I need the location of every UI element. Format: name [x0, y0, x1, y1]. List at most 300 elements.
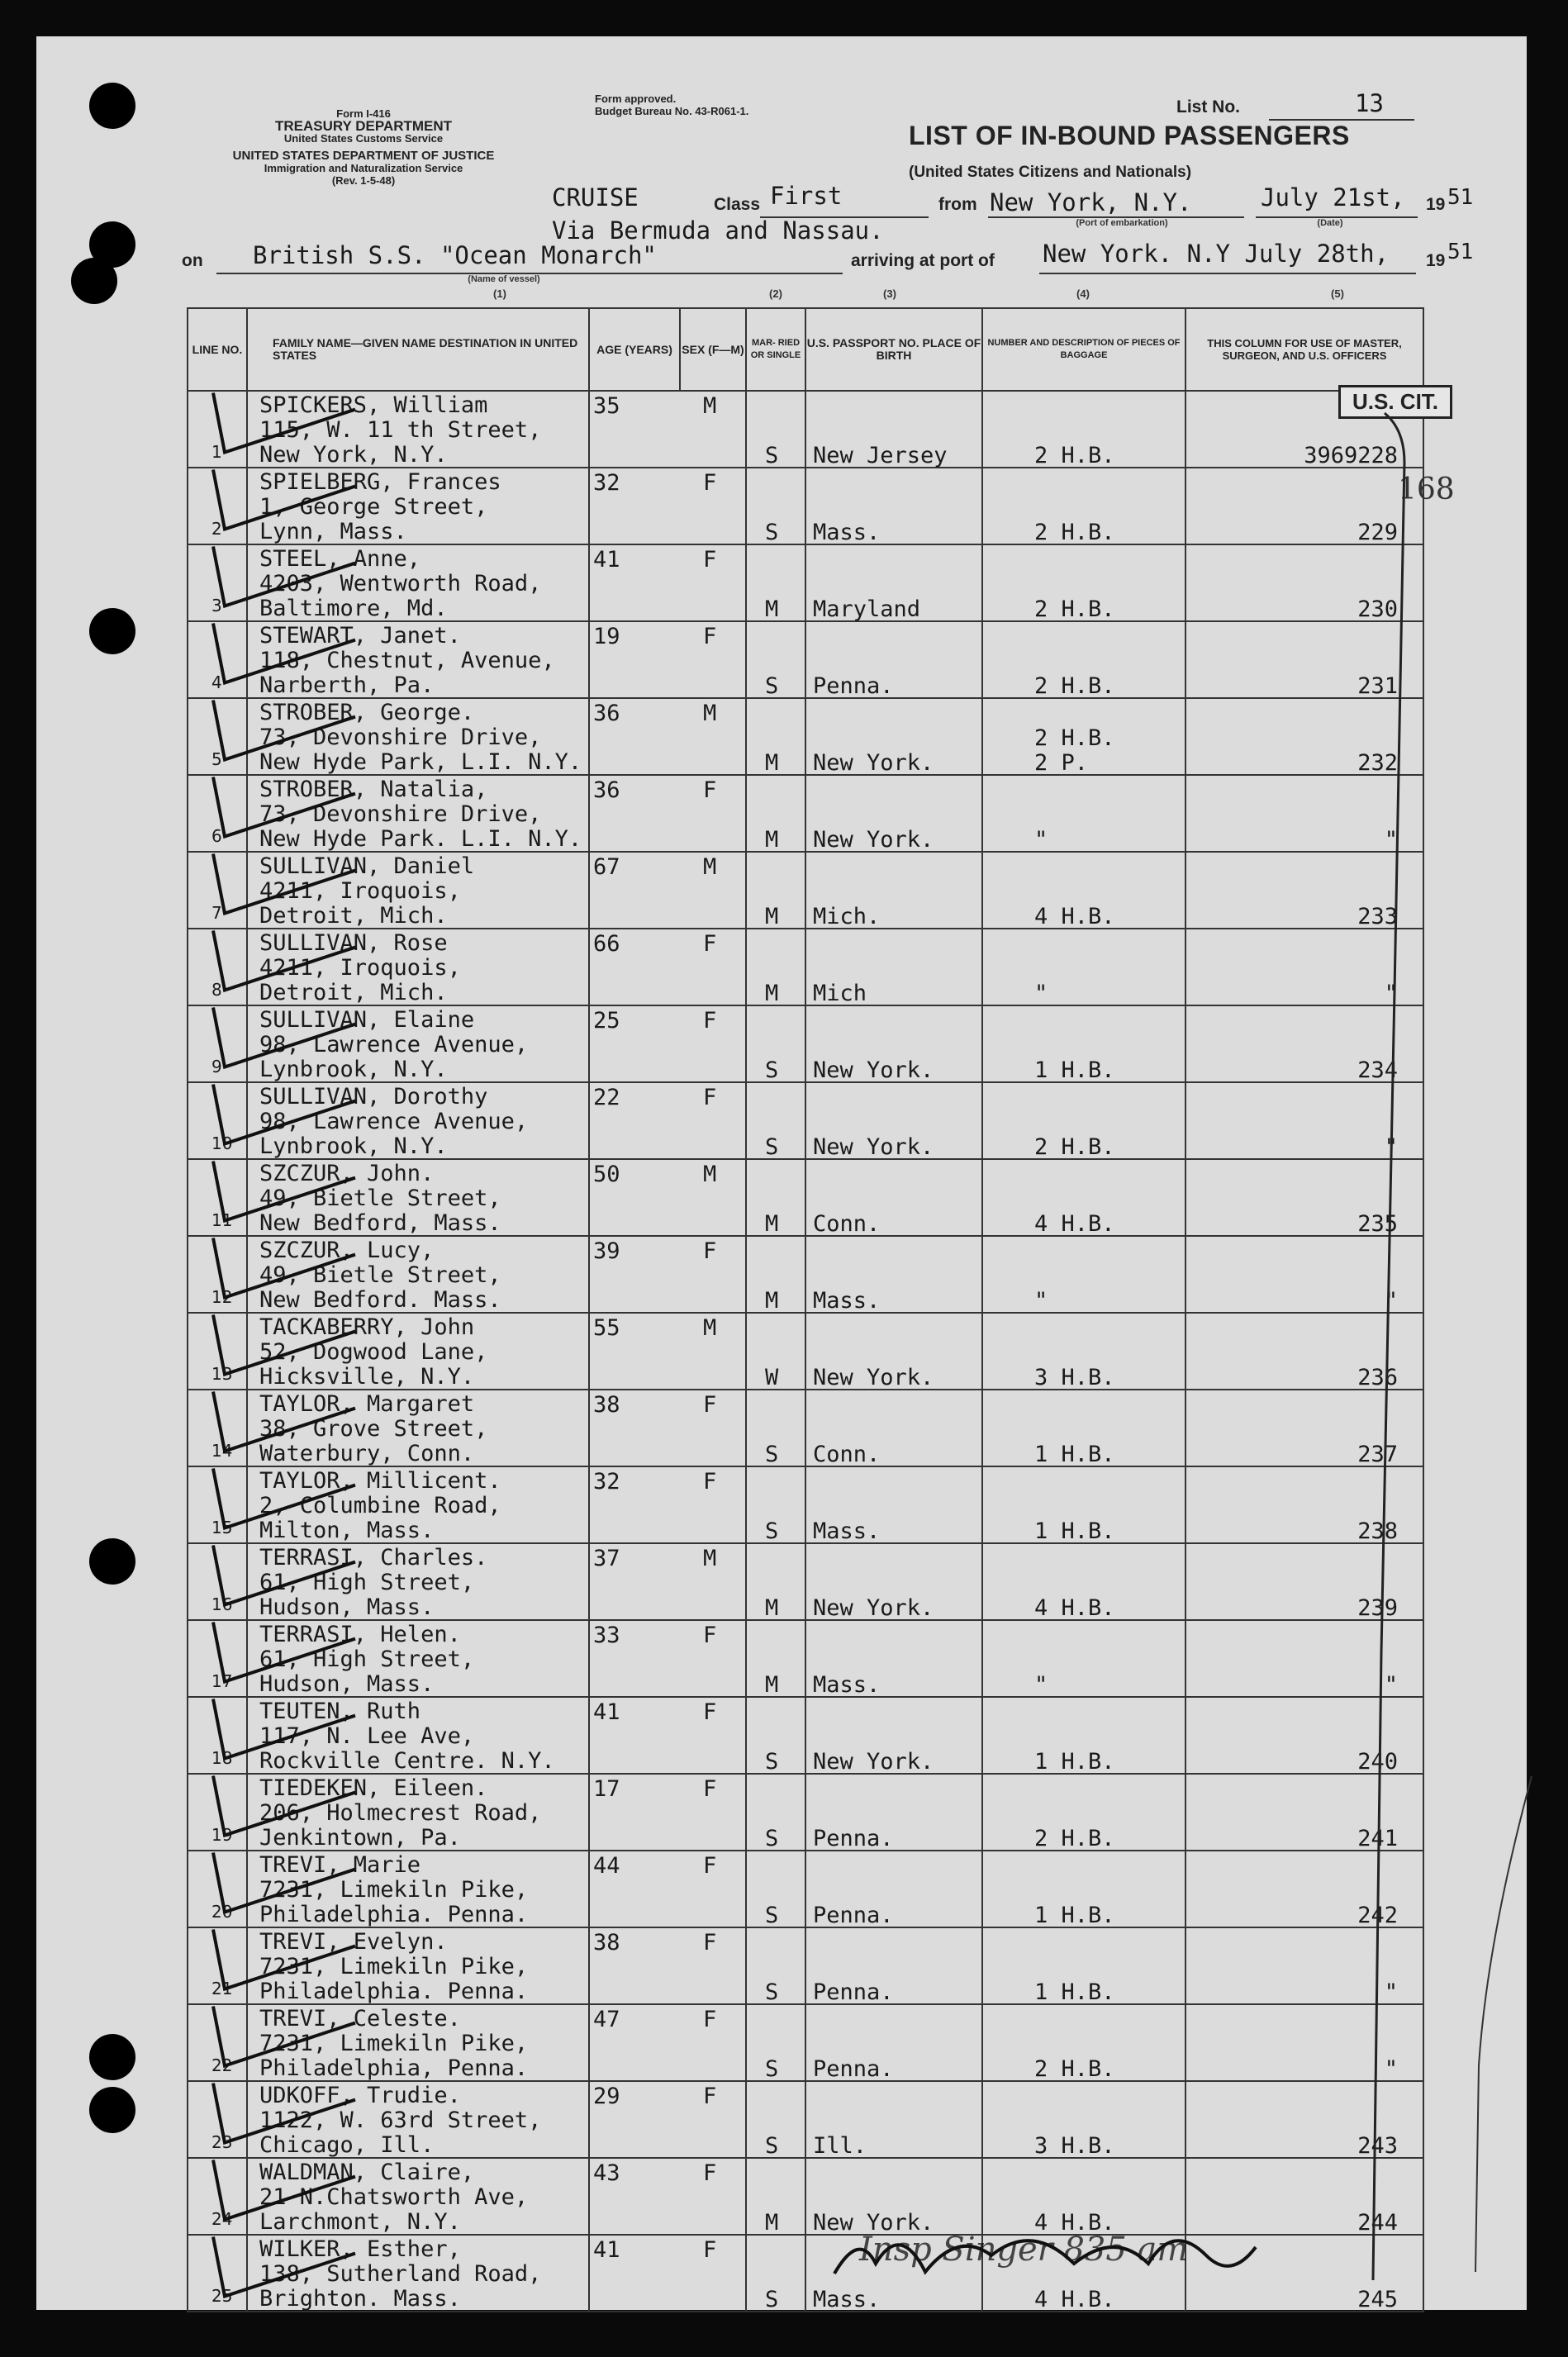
age-value: 66	[593, 931, 620, 957]
age-value: 17	[593, 1776, 620, 1802]
certificate-number: 233	[1357, 904, 1398, 929]
certificate-number: "	[1384, 981, 1398, 1006]
address-line-2: Philadelphia, Penna.	[259, 2055, 529, 2081]
birthplace: Mich	[813, 981, 867, 1006]
sex-value: M	[703, 1546, 717, 1571]
marital-status: M	[765, 1672, 779, 1698]
baggage-value: 2 H.B.	[1034, 443, 1115, 468]
marital-status: M	[765, 596, 779, 622]
certificate-number: "	[1384, 1288, 1398, 1314]
birthplace: Maryland	[813, 596, 921, 622]
address-line-1: 206, Holmecrest Road,	[259, 1800, 542, 1826]
line-number: 4	[211, 672, 222, 692]
marital-status: W	[765, 1365, 779, 1390]
marital-status: M	[765, 827, 779, 853]
col-num-5: (5)	[1331, 287, 1344, 300]
baggage-value: 1 H.B.	[1034, 1979, 1115, 2005]
address-line-1: 61, High Street,	[259, 1570, 475, 1595]
sex-value: F	[703, 547, 717, 573]
certificate-number: 231	[1357, 673, 1398, 699]
line-number: 15	[211, 1518, 233, 1537]
age-value: 38	[593, 1930, 620, 1955]
on-label: on	[182, 251, 203, 270]
age-value: 29	[593, 2084, 620, 2109]
marital-status: S	[765, 1749, 779, 1775]
birthplace: Penna.	[813, 673, 894, 699]
year1-suffix: 51	[1447, 185, 1474, 210]
baggage-value: "	[1034, 1288, 1048, 1314]
customs-service: United States Customs Service	[283, 132, 444, 145]
birthplace: Mass.	[813, 1672, 881, 1698]
sex-value: F	[703, 1469, 717, 1495]
certificate-number: 230	[1357, 596, 1398, 622]
port-caption: (Port of embarkation)	[1076, 218, 1168, 228]
birthplace: Mass.	[813, 1288, 881, 1314]
line-number: 1	[211, 442, 222, 462]
birthplace: Mass.	[813, 2287, 881, 2312]
address-line-2: Jenkintown, Pa.	[259, 1825, 461, 1851]
baggage-value: 2 H.B.	[1034, 596, 1115, 622]
marital-status: S	[765, 1442, 779, 1467]
signature-text: Insp Singer 835 am	[859, 2231, 1189, 2269]
passenger-name: TERRASI, Charles.	[259, 1545, 488, 1571]
baggage-value: 4 H.B.	[1034, 1595, 1115, 1621]
certificate-number: "	[1384, 827, 1398, 853]
marital-status: M	[765, 981, 779, 1006]
address-line-1: 4203, Wentworth Road,	[259, 571, 542, 596]
sex-value: F	[703, 1392, 717, 1418]
age-value: 67	[593, 854, 620, 880]
marital-status: S	[765, 2287, 779, 2312]
col-header-married: MAR- RIED OR SINGLE	[746, 308, 805, 391]
certificate-number: 232	[1357, 750, 1398, 776]
form-approved: Form approved.	[595, 93, 677, 105]
year2-prefix: 19	[1426, 251, 1446, 270]
passenger-name: STEEL, Anne,	[259, 546, 421, 572]
marital-status: S	[765, 1979, 779, 2005]
list-no-label: List No.	[1176, 97, 1240, 116]
passenger-name: TREVI, Evelyn.	[259, 1929, 448, 1955]
passenger-name: SZCZUR, John.	[259, 1161, 435, 1186]
line-number: 23	[211, 2132, 233, 2152]
line-number: 9	[211, 1057, 222, 1076]
passenger-name: TACKABERRY, John	[259, 1314, 475, 1340]
vessel-caption: (Name of vessel)	[468, 274, 540, 284]
birthplace: New York.	[813, 827, 934, 853]
certificate-number: "	[1384, 2056, 1398, 2082]
check-mark	[213, 547, 355, 606]
address-line-2: Hudson, Mass.	[259, 1594, 435, 1620]
address-line-1: 138, Sutherland Road,	[259, 2261, 542, 2287]
passenger-name: TAYLOR, Millicent.	[259, 1468, 501, 1494]
baggage-value: 1 H.B.	[1034, 1749, 1115, 1775]
margin-line	[1475, 1776, 1532, 2272]
address-line-2: Lynbrook, N.Y.	[259, 1057, 448, 1082]
baggage-value: 1 H.B.	[1034, 1903, 1115, 1928]
passenger-name: SZCZUR, Lucy,	[259, 1238, 435, 1263]
line-number: 18	[211, 1748, 233, 1768]
age-value: 55	[593, 1315, 620, 1341]
address-line-2: Narberth, Pa.	[259, 672, 435, 698]
passenger-name: WILKER, Esther,	[259, 2236, 461, 2262]
sex-value: F	[703, 2160, 717, 2186]
address-line-2: Rockville Centre. N.Y.	[259, 1748, 555, 1774]
age-value: 39	[593, 1238, 620, 1264]
form-subtitle: (United States Citizens and Nationals)	[909, 164, 1192, 181]
certificate-number: 238	[1357, 1518, 1398, 1544]
age-value: 32	[593, 470, 620, 496]
sex-value: M	[703, 854, 717, 880]
col-header-line: LINE NO.	[188, 308, 247, 391]
certificate-number: 245	[1357, 2287, 1398, 2312]
arriving-label: arriving at port of	[851, 251, 995, 270]
marital-status: S	[765, 1826, 779, 1851]
check-mark	[213, 1469, 355, 1528]
sex-value: F	[703, 1085, 717, 1110]
line-number: 2	[211, 519, 222, 539]
check-mark	[213, 393, 355, 453]
passenger-name: SPICKERS, William	[259, 392, 488, 418]
marital-status: S	[765, 1134, 779, 1160]
address-line-2: Detroit, Mich.	[259, 903, 448, 929]
address-line-2: Lynbrook, N.Y.	[259, 1133, 448, 1159]
line-number: 22	[211, 2055, 233, 2075]
passenger-name: STEWART, Janet.	[259, 623, 461, 649]
birthplace: Mass.	[813, 1518, 881, 1544]
officer-bracket-line	[1373, 413, 1404, 2280]
address-line-2: New Bedford. Mass.	[259, 1287, 501, 1313]
marital-status: S	[765, 2133, 779, 2159]
certificate-number: 234	[1357, 1057, 1398, 1083]
baggage-value: 1 H.B.	[1034, 1518, 1115, 1544]
sex-value: F	[703, 1699, 717, 1725]
sex-value: F	[703, 2084, 717, 2109]
passenger-name: SULLIVAN, Dorothy	[259, 1084, 488, 1110]
passenger-name: SULLIVAN, Daniel	[259, 853, 475, 879]
address-line-2: Baltimore, Md.	[259, 596, 448, 621]
address-line-2: Hudson, Mass.	[259, 1671, 435, 1697]
sex-value: F	[703, 1776, 717, 1802]
address-line-1: 21 N.Chatsworth Ave,	[259, 2184, 529, 2210]
check-mark	[213, 931, 355, 991]
citizen-stamp-text: U.S. CIT.	[1352, 389, 1439, 414]
check-mark	[213, 1085, 355, 1144]
col-num-2: (2)	[769, 287, 782, 300]
col-header-baggage: NUMBER AND DESCRIPTION OF PIECES OF BAGGAGE	[982, 308, 1186, 391]
certificate-number: 229	[1357, 520, 1398, 545]
age-value: 36	[593, 777, 620, 803]
passenger-name: SPIELBERG, Frances	[259, 469, 501, 495]
vessel-value: British S.S. "Ocean Monarch"	[253, 241, 657, 269]
address-line-1: 4211, Iroquois,	[259, 955, 461, 981]
baggage-value: 2 H.B. 2 P.	[1034, 725, 1115, 776]
line-number: 6	[211, 826, 222, 846]
age-value: 41	[593, 547, 620, 573]
col-header-name: FAMILY NAME—GIVEN NAME DESTINATION IN UNITED STATES	[247, 308, 589, 391]
marital-status: M	[765, 904, 779, 929]
address-line-2: New York, N.Y.	[259, 442, 448, 468]
check-mark	[213, 1699, 355, 1759]
check-mark	[213, 777, 355, 837]
address-line-2: Milton, Mass.	[259, 1518, 435, 1543]
col-header-officers: THIS COLUMN FOR USE OF MASTER, SURGEON, AND U.S. OFFICERS	[1186, 308, 1423, 391]
address-line-1: 117, N. Lee Ave,	[259, 1723, 475, 1749]
col-header-age: AGE (YEARS)	[589, 308, 680, 391]
sex-value: F	[703, 1853, 717, 1879]
marital-status: S	[765, 520, 779, 545]
birthplace: Conn.	[813, 1211, 881, 1237]
sex-value: F	[703, 931, 717, 957]
baggage-value: 3 H.B.	[1034, 1365, 1115, 1390]
col-num-4: (4)	[1076, 287, 1090, 300]
address-line-1: 52, Dogwood Lane,	[259, 1339, 488, 1365]
check-mark	[213, 1776, 355, 1836]
date-value: July 21st,	[1261, 183, 1405, 211]
birthplace: New Jersey	[813, 443, 948, 468]
address-line-1: 7231, Limekiln Pike,	[259, 1954, 529, 1979]
check-mark	[213, 1546, 355, 1605]
passenger-name: TREVI, Marie	[259, 1852, 421, 1878]
birthplace: New York.	[813, 1057, 934, 1083]
address-line-1: 98, Lawrence Avenue,	[259, 1032, 529, 1057]
marital-status: M	[765, 1595, 779, 1621]
sex-value: F	[703, 2007, 717, 2032]
age-value: 32	[593, 1469, 620, 1495]
address-line-2: New Bedford, Mass.	[259, 1210, 501, 1236]
line-number: 20	[211, 1902, 233, 1922]
marital-status: S	[765, 1903, 779, 1928]
line-number: 17	[211, 1671, 233, 1691]
address-line-1: 49, Bietle Street,	[259, 1186, 501, 1211]
baggage-value: 2 H.B.	[1034, 673, 1115, 699]
check-mark	[213, 624, 355, 683]
address-line-2: Waterbury, Conn.	[259, 1441, 475, 1466]
passenger-name: TIEDEKEN, Eileen.	[259, 1775, 488, 1801]
marital-status: S	[765, 1518, 779, 1544]
marital-status: M	[765, 2210, 779, 2236]
check-mark	[213, 1238, 355, 1298]
birthplace: New York.	[813, 1749, 934, 1775]
via-route: Via Bermuda and Nassau.	[552, 216, 884, 245]
baggage-value: 4 H.B.	[1034, 2287, 1115, 2312]
passenger-name: STROBER, Natalia,	[259, 777, 488, 802]
age-value: 38	[593, 1392, 620, 1418]
check-mark	[213, 1162, 355, 1221]
line-number: 12	[211, 1287, 233, 1307]
age-value: 35	[593, 393, 620, 419]
marital-status: S	[765, 443, 779, 468]
certificate-number: 235	[1357, 1211, 1398, 1237]
birthplace: New York.	[813, 1365, 934, 1390]
certificate-number: "	[1384, 1134, 1398, 1160]
year2-suffix: 51	[1447, 240, 1474, 264]
address-line-1: 98, Lawrence Avenue,	[259, 1109, 529, 1134]
sex-value: F	[703, 1238, 717, 1264]
address-line-1: 49, Bietle Street,	[259, 1262, 501, 1288]
birthplace: Penna.	[813, 2056, 894, 2082]
address-line-1: 73, Devonshire Drive,	[259, 801, 542, 827]
address-line-1: 115, W. 11 th Street,	[259, 417, 542, 443]
sex-value: F	[703, 1008, 717, 1034]
baggage-value: 4 H.B.	[1034, 904, 1115, 929]
address-line-1: 1122, W. 63rd Street,	[259, 2108, 542, 2133]
sex-value: F	[703, 624, 717, 649]
check-mark	[213, 2237, 355, 2297]
side-note: 168	[1398, 473, 1455, 506]
address-line-2: Chicago, Ill.	[259, 2132, 435, 2158]
baggage-value: 4 H.B.	[1034, 1211, 1115, 1237]
marital-status: S	[765, 1057, 779, 1083]
from-value: New York, N.Y.	[990, 188, 1192, 216]
date-caption: (Date)	[1317, 218, 1343, 228]
budget-bureau: Budget Bureau No. 43-R061-1.	[595, 105, 749, 117]
baggage-value: "	[1034, 1672, 1048, 1698]
check-mark	[213, 2084, 355, 2143]
baggage-value: 1 H.B.	[1034, 1057, 1115, 1083]
certificate-number: "	[1384, 1979, 1398, 2005]
passenger-name: UDKOFF, Trudie.	[259, 2083, 461, 2108]
line-number: 24	[211, 2209, 233, 2229]
age-value: 36	[593, 701, 620, 726]
baggage-value: 4 H.B.	[1034, 2210, 1115, 2236]
col-num-3: (3)	[883, 287, 896, 300]
sex-value: M	[703, 393, 717, 419]
baggage-value: 3 H.B.	[1034, 2133, 1115, 2159]
birthplace: New York.	[813, 2210, 934, 2236]
check-mark	[213, 1392, 355, 1452]
baggage-value: "	[1034, 827, 1048, 853]
birthplace: Ill.	[813, 2133, 867, 2159]
line-number: 13	[211, 1364, 233, 1384]
list-no-value: 13	[1355, 89, 1384, 117]
class-value: First	[770, 182, 843, 210]
line-number: 8	[211, 980, 222, 1000]
birthplace: Penna.	[813, 1903, 894, 1928]
certificate-number: 244	[1357, 2210, 1398, 2236]
line-number: 7	[211, 903, 222, 923]
certificate-number: 239	[1357, 1595, 1398, 1621]
age-value: 37	[593, 1546, 620, 1571]
arriving-value: New York. N.Y July 28th,	[1043, 240, 1390, 268]
line-number: 16	[211, 1594, 233, 1614]
sex-value: F	[703, 1930, 717, 1955]
certificate-number: 240	[1357, 1749, 1398, 1775]
sex-value: M	[703, 701, 717, 726]
certificate-number: "	[1384, 1672, 1398, 1698]
passenger-name: TEUTEN, Ruth	[259, 1699, 421, 1724]
certificate-number: 236	[1357, 1365, 1398, 1390]
class-label: Class	[714, 195, 761, 214]
passenger-name: SULLIVAN, Rose	[259, 930, 448, 956]
age-value: 47	[593, 2007, 620, 2032]
passenger-name: SULLIVAN, Elaine	[259, 1007, 475, 1033]
passenger-name: STROBER, George.	[259, 700, 475, 725]
address-line-1: 1, George Street,	[259, 494, 488, 520]
passenger-name: WALDMAN, Claire,	[259, 2160, 475, 2185]
line-number: 5	[211, 749, 222, 769]
baggage-value: 2 H.B.	[1034, 1826, 1115, 1851]
form-title: LIST OF IN-BOUND PASSENGERS	[909, 121, 1350, 150]
age-value: 33	[593, 1623, 620, 1648]
baggage-value: 2 H.B.	[1034, 520, 1115, 545]
check-mark	[213, 1853, 355, 1913]
age-value: 22	[593, 1085, 620, 1110]
passenger-name: TREVI, Celeste.	[259, 2006, 461, 2031]
sex-value: M	[703, 1315, 717, 1341]
address-line-2: Lynn, Mass.	[259, 519, 407, 544]
address-line-1: 73, Devonshire Drive,	[259, 725, 542, 750]
col-header-passport: U.S. PASSPORT NO. PLACE OF BIRTH	[805, 308, 982, 391]
age-value: 25	[593, 1008, 620, 1034]
baggage-value: 2 H.B.	[1034, 1134, 1115, 1160]
col-header-sex: SEX (F—M)	[680, 308, 746, 391]
address-line-2: New Hyde Park, L.I. N.Y.	[259, 749, 582, 775]
address-line-1: 2, Columbine Road,	[259, 1493, 501, 1518]
birthplace: Mass.	[813, 520, 881, 545]
check-mark	[213, 1008, 355, 1067]
baggage-value: 1 H.B.	[1034, 1442, 1115, 1467]
birthplace: Conn.	[813, 1442, 881, 1467]
address-line-2: Philadelphia. Penna.	[259, 1979, 529, 2004]
check-mark	[213, 1930, 355, 1989]
ins-service: Immigration and Naturalization Service	[264, 162, 463, 174]
birthplace: Penna.	[813, 1826, 894, 1851]
marital-status: M	[765, 1211, 779, 1237]
birthplace: New York.	[813, 750, 934, 776]
address-line-2: Detroit, Mich.	[259, 980, 448, 1005]
certificate-number: 243	[1357, 2133, 1398, 2159]
address-line-1: 7231, Limekiln Pike,	[259, 2031, 529, 2056]
check-mark	[213, 2007, 355, 2066]
justice-dept: UNITED STATES DEPARTMENT OF JUSTICE	[232, 149, 495, 163]
birthplace: Penna.	[813, 1979, 894, 2005]
cruise-label: CRUISE	[552, 183, 639, 211]
address-line-1: 7231, Limekiln Pike,	[259, 1877, 529, 1903]
treasury-dept: TREASURY DEPARTMENT	[274, 118, 453, 134]
marital-status: S	[765, 2056, 779, 2082]
check-mark	[213, 1623, 355, 1682]
baggage-value: "	[1034, 981, 1048, 1006]
age-value: 44	[593, 1853, 620, 1879]
check-mark	[213, 470, 355, 530]
passenger-name: TERRASI, Helen.	[259, 1622, 461, 1647]
line-number: 3	[211, 596, 222, 615]
certificate-number: 241	[1357, 1826, 1398, 1851]
age-value: 41	[593, 2237, 620, 2263]
check-mark	[213, 701, 355, 760]
address-line-2: Philadelphia. Penna.	[259, 1902, 529, 1927]
address-line-1: 61, High Street,	[259, 1647, 475, 1672]
birthplace: New York.	[813, 1134, 934, 1160]
sex-value: F	[703, 1623, 717, 1648]
form-number: Form I-416	[336, 107, 391, 120]
sex-value: F	[703, 470, 717, 496]
check-mark	[213, 1315, 355, 1375]
address-line-2: Hicksville, N.Y.	[259, 1364, 475, 1390]
check-mark	[213, 854, 355, 914]
line-number: 25	[211, 2286, 233, 2306]
age-value: 19	[593, 624, 620, 649]
age-value: 41	[593, 1699, 620, 1725]
line-number: 21	[211, 1979, 233, 1998]
check-mark	[213, 2160, 355, 2220]
address-line-1: 118, Chestnut, Avenue,	[259, 648, 555, 673]
sex-value: F	[703, 2237, 717, 2263]
certificate-number: 237	[1357, 1442, 1398, 1467]
age-value: 43	[593, 2160, 620, 2186]
from-label: from	[938, 195, 977, 214]
age-value: 50	[593, 1162, 620, 1187]
